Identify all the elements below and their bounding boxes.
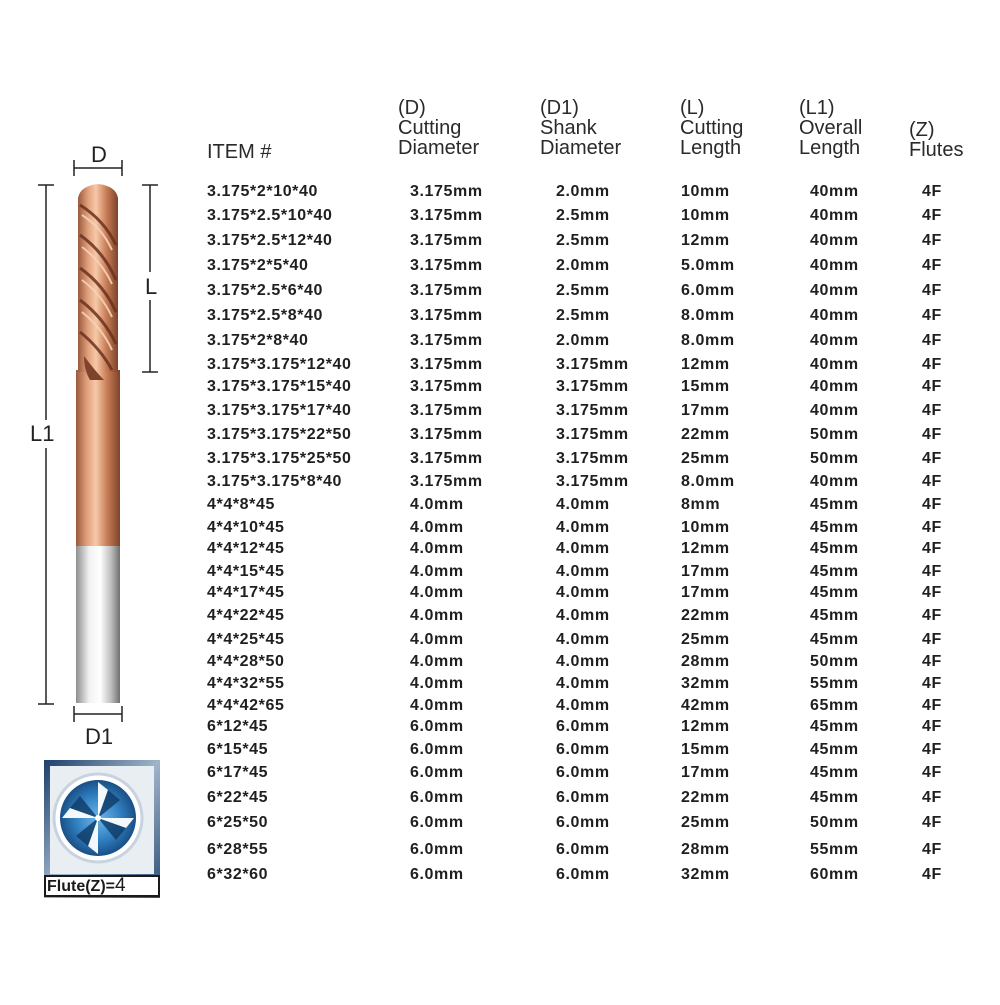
table-row [0, 332, 1000, 354]
table-row [0, 282, 1000, 304]
header-item [207, 142, 271, 162]
shank-diameter-cell: 4.0mm [556, 631, 610, 648]
table-row [0, 675, 1000, 697]
shank-diameter-cell: 4.0mm [556, 607, 610, 624]
item-cell: 4*4*8*45 [207, 496, 275, 513]
flutes-cell: 4F [922, 814, 942, 831]
table-row [0, 584, 1000, 606]
shank-diameter-cell: 6.0mm [556, 841, 610, 858]
cutting-length-cell: 8.0mm [681, 307, 735, 324]
shank-diameter-cell: 2.0mm [556, 257, 610, 274]
table-row [0, 814, 1000, 836]
cutting-diameter-cell: 3.175mm [410, 473, 483, 490]
overall-length-cell: 50mm [810, 426, 859, 443]
flutes-cell: 4F [922, 282, 942, 299]
table-row [0, 764, 1000, 786]
flutes-cell: 4F [922, 207, 942, 224]
cutting-length-cell: 17mm [681, 584, 730, 601]
cutting-length-cell: 28mm [681, 653, 730, 670]
flutes-cell: 4F [922, 675, 942, 692]
header-line: Cutting [680, 117, 744, 139]
header-line: Length [799, 137, 861, 159]
header-overall-length [799, 98, 862, 158]
overall-length-cell: 40mm [810, 473, 859, 490]
flutes-cell: 4F [922, 866, 942, 883]
cutting-length-cell: 32mm [681, 866, 730, 883]
item-cell: 3.175*3.175*12*40 [207, 356, 352, 373]
table-row [0, 653, 1000, 675]
table-row [0, 496, 1000, 518]
item-cell: 6*17*45 [207, 764, 269, 781]
cutting-diameter-cell: 4.0mm [410, 496, 464, 513]
item-cell: 4*4*25*45 [207, 631, 285, 648]
header-line: Overall [799, 117, 863, 139]
table-row [0, 697, 1000, 719]
item-cell: 3.175*2*5*40 [207, 257, 309, 274]
item-cell: 6*15*45 [207, 741, 269, 758]
cutting-length-cell: 12mm [681, 540, 730, 557]
flutes-cell: 4F [922, 653, 942, 670]
overall-length-cell: 45mm [810, 789, 859, 806]
cutting-length-cell: 10mm [681, 207, 730, 224]
table-row [0, 307, 1000, 329]
header-line: (L1) [799, 97, 835, 119]
table-row [0, 540, 1000, 562]
overall-length-cell: 45mm [810, 631, 859, 648]
overall-length-cell: 40mm [810, 183, 859, 200]
item-cell: 4*4*15*45 [207, 563, 285, 580]
cutting-length-cell: 12mm [681, 356, 730, 373]
header-line: (Z) [909, 119, 935, 141]
item-cell: 3.175*2*8*40 [207, 332, 309, 349]
cutting-diameter-cell: 3.175mm [410, 257, 483, 274]
cutting-diameter-cell: 3.175mm [410, 378, 483, 395]
cutting-length-cell: 17mm [681, 402, 730, 419]
cutting-length-cell: 8.0mm [681, 332, 735, 349]
overall-length-cell: 45mm [810, 540, 859, 557]
header-flutes [909, 120, 963, 160]
item-cell: 3.175*3.175*8*40 [207, 473, 343, 490]
flutes-cell: 4F [922, 307, 942, 324]
header-shank-diameter [540, 98, 621, 158]
cutting-diameter-cell: 3.175mm [410, 332, 483, 349]
table-row [0, 378, 1000, 400]
cutting-diameter-cell: 3.175mm [410, 282, 483, 299]
shank-diameter-cell: 2.5mm [556, 282, 610, 299]
shank-diameter-cell: 2.5mm [556, 307, 610, 324]
header-cutting-diameter [398, 98, 479, 158]
table-row [0, 473, 1000, 495]
flutes-cell: 4F [922, 257, 942, 274]
cutting-diameter-cell: 4.0mm [410, 697, 464, 714]
shank-diameter-cell: 2.5mm [556, 207, 610, 224]
item-cell: 3.175*3.175*15*40 [207, 378, 352, 395]
table-row [0, 450, 1000, 472]
cutting-length-cell: 32mm [681, 675, 730, 692]
overall-length-cell: 45mm [810, 741, 859, 758]
cutting-diameter-cell: 3.175mm [410, 450, 483, 467]
table-row [0, 789, 1000, 811]
shank-diameter-cell: 4.0mm [556, 540, 610, 557]
flute-badge-value: 4 [115, 875, 126, 896]
item-cell: 6*25*50 [207, 814, 269, 831]
table-row [0, 426, 1000, 448]
flutes-cell: 4F [922, 607, 942, 624]
header-line: Diameter [398, 137, 480, 159]
item-cell: 6*22*45 [207, 789, 269, 806]
flutes-cell: 4F [922, 232, 942, 249]
cutting-diameter-cell: 3.175mm [410, 183, 483, 200]
cutting-length-cell: 15mm [681, 741, 730, 758]
overall-length-cell: 40mm [810, 257, 859, 274]
cutting-length-cell: 28mm [681, 841, 730, 858]
overall-length-cell: 50mm [810, 653, 859, 670]
cutting-diameter-cell: 6.0mm [410, 866, 464, 883]
cutting-diameter-cell: 3.175mm [410, 207, 483, 224]
overall-length-cell: 45mm [810, 607, 859, 624]
overall-length-cell: 60mm [810, 866, 859, 883]
item-cell: 3.175*3.175*25*50 [207, 450, 352, 467]
cutting-diameter-cell: 6.0mm [410, 789, 464, 806]
flutes-cell: 4F [922, 356, 942, 373]
cutting-diameter-cell: 6.0mm [410, 814, 464, 831]
shank-diameter-cell: 3.175mm [556, 473, 629, 490]
shank-diameter-cell: 3.175mm [556, 356, 629, 373]
overall-length-cell: 40mm [810, 356, 859, 373]
flutes-cell: 4F [922, 764, 942, 781]
shank-diameter-cell: 3.175mm [556, 378, 629, 395]
cutting-diameter-cell: 3.175mm [410, 356, 483, 373]
item-cell: 4*4*10*45 [207, 519, 285, 536]
d-label: D [91, 142, 107, 167]
cutting-length-cell: 42mm [681, 697, 730, 714]
flutes-cell: 4F [922, 540, 942, 557]
shank-diameter-cell: 6.0mm [556, 789, 610, 806]
shank-diameter-cell: 4.0mm [556, 496, 610, 513]
cutting-length-cell: 12mm [681, 718, 730, 735]
item-cell: 4*4*28*50 [207, 653, 285, 670]
header-line: Cutting [398, 117, 462, 139]
shank-diameter-cell: 6.0mm [556, 741, 610, 758]
cutting-diameter-cell: 4.0mm [410, 675, 464, 692]
overall-length-cell: 65mm [810, 697, 859, 714]
flutes-cell: 4F [922, 841, 942, 858]
item-cell: 3.175*2*10*40 [207, 183, 319, 200]
cutting-length-cell: 22mm [681, 426, 730, 443]
cutting-length-cell: 22mm [681, 789, 730, 806]
cutting-diameter-cell: 4.0mm [410, 519, 464, 536]
item-cell: 6*28*55 [207, 841, 269, 858]
flutes-cell: 4F [922, 741, 942, 758]
overall-length-cell: 45mm [810, 496, 859, 513]
table-row [0, 607, 1000, 629]
item-cell: 3.175*3.175*22*50 [207, 426, 352, 443]
cutting-diameter-cell: 3.175mm [410, 426, 483, 443]
table-row [0, 718, 1000, 740]
table-row [0, 631, 1000, 653]
overall-length-cell: 55mm [810, 675, 859, 692]
shank-diameter-cell: 4.0mm [556, 675, 610, 692]
table-row [0, 841, 1000, 863]
shank-diameter-cell: 4.0mm [556, 653, 610, 670]
flutes-cell: 4F [922, 402, 942, 419]
item-cell: 4*4*42*65 [207, 697, 285, 714]
overall-length-cell: 40mm [810, 332, 859, 349]
header-line: Diameter [540, 137, 622, 159]
cutting-diameter-cell: 6.0mm [410, 764, 464, 781]
item-cell: 3.175*2.5*10*40 [207, 207, 333, 224]
cutting-diameter-cell: 3.175mm [410, 402, 483, 419]
overall-length-cell: 40mm [810, 282, 859, 299]
table-row [0, 866, 1000, 888]
l1-label: L1 [30, 421, 55, 446]
shank-diameter-cell: 2.0mm [556, 332, 610, 349]
cutting-diameter-cell: 4.0mm [410, 584, 464, 601]
cutting-length-cell: 8.0mm [681, 473, 735, 490]
flutes-cell: 4F [922, 378, 942, 395]
flutes-cell: 4F [922, 563, 942, 580]
table-row [0, 257, 1000, 279]
overall-length-cell: 40mm [810, 207, 859, 224]
flutes-cell: 4F [922, 183, 942, 200]
shank-diameter-cell: 4.0mm [556, 563, 610, 580]
cutting-diameter-cell: 6.0mm [410, 741, 464, 758]
item-cell: 3.175*3.175*17*40 [207, 402, 352, 419]
shank-diameter-cell: 6.0mm [556, 764, 610, 781]
flutes-cell: 4F [922, 519, 942, 536]
shank-diameter-cell: 3.175mm [556, 450, 629, 467]
l-label: L [145, 274, 158, 299]
cutting-diameter-cell: 4.0mm [410, 653, 464, 670]
cutting-length-cell: 25mm [681, 631, 730, 648]
shank-diameter-cell: 4.0mm [556, 584, 610, 601]
cutting-length-cell: 17mm [681, 764, 730, 781]
header-line: (L) [680, 97, 705, 119]
flutes-cell: 4F [922, 697, 942, 714]
flute-badge-label: Flute(Z)= [47, 878, 115, 895]
header-line: Shank [540, 117, 597, 139]
overall-length-cell: 40mm [810, 402, 859, 419]
shank-diameter-cell: 6.0mm [556, 814, 610, 831]
overall-length-cell: 45mm [810, 764, 859, 781]
overall-length-cell: 45mm [810, 563, 859, 580]
table-row [0, 183, 1000, 205]
item-cell: 3.175*2.5*12*40 [207, 232, 333, 249]
cutting-length-cell: 8mm [681, 496, 721, 513]
overall-length-cell: 45mm [810, 519, 859, 536]
item-cell: 4*4*17*45 [207, 584, 285, 601]
item-cell: 3.175*2.5*6*40 [207, 282, 324, 299]
cutting-length-cell: 17mm [681, 563, 730, 580]
item-cell: 3.175*2.5*8*40 [207, 307, 324, 324]
cutting-length-cell: 25mm [681, 450, 730, 467]
table-row [0, 356, 1000, 378]
flutes-cell: 4F [922, 473, 942, 490]
flutes-cell: 4F [922, 718, 942, 735]
header-item-line: ITEM # [207, 141, 272, 163]
cutting-diameter-cell: 6.0mm [410, 718, 464, 735]
flutes-cell: 4F [922, 789, 942, 806]
overall-length-cell: 45mm [810, 584, 859, 601]
cutting-length-cell: 10mm [681, 519, 730, 536]
table-row [0, 741, 1000, 763]
cutting-length-cell: 15mm [681, 378, 730, 395]
overall-length-cell: 40mm [810, 378, 859, 395]
shank-diameter-cell: 3.175mm [556, 402, 629, 419]
flutes-cell: 4F [922, 332, 942, 349]
cutting-diameter-cell: 3.175mm [410, 232, 483, 249]
cutting-length-cell: 10mm [681, 183, 730, 200]
cutting-diameter-cell: 6.0mm [410, 841, 464, 858]
item-cell: 6*32*60 [207, 866, 269, 883]
table-row [0, 563, 1000, 585]
item-cell: 4*4*32*55 [207, 675, 285, 692]
overall-length-cell: 40mm [810, 307, 859, 324]
overall-length-cell: 40mm [810, 232, 859, 249]
d1-label: D1 [85, 724, 114, 749]
table-row [0, 519, 1000, 541]
cutting-diameter-cell: 3.175mm [410, 307, 483, 324]
shank-diameter-cell: 6.0mm [556, 718, 610, 735]
cutting-diameter-cell: 4.0mm [410, 631, 464, 648]
item-cell: 6*12*45 [207, 718, 269, 735]
shank-diameter-cell: 4.0mm [556, 519, 610, 536]
overall-length-cell: 50mm [810, 450, 859, 467]
item-cell: 4*4*22*45 [207, 607, 285, 624]
cutting-length-cell: 12mm [681, 232, 730, 249]
table-row [0, 402, 1000, 424]
shank-diameter-cell: 6.0mm [556, 866, 610, 883]
header-cutting-length [680, 98, 743, 158]
overall-length-cell: 55mm [810, 841, 859, 858]
header-line: (D) [398, 97, 426, 119]
shank-diameter-cell: 4.0mm [556, 697, 610, 714]
flutes-cell: 4F [922, 496, 942, 513]
cutting-diameter-cell: 4.0mm [410, 563, 464, 580]
table-row [0, 232, 1000, 254]
table-row [0, 207, 1000, 229]
overall-length-cell: 45mm [810, 718, 859, 735]
flutes-cell: 4F [922, 450, 942, 467]
flutes-cell: 4F [922, 631, 942, 648]
cutting-diameter-cell: 4.0mm [410, 607, 464, 624]
cutting-length-cell: 22mm [681, 607, 730, 624]
shank-diameter-cell: 2.0mm [556, 183, 610, 200]
header-line: Length [680, 137, 742, 159]
cutting-length-cell: 25mm [681, 814, 730, 831]
overall-length-cell: 50mm [810, 814, 859, 831]
item-cell: 4*4*12*45 [207, 540, 285, 557]
header-line: Flutes [909, 139, 964, 161]
flutes-cell: 4F [922, 426, 942, 443]
cutting-diameter-cell: 4.0mm [410, 540, 464, 557]
shank-diameter-cell: 3.175mm [556, 426, 629, 443]
cutting-length-cell: 6.0mm [681, 282, 735, 299]
shank-diameter-cell: 2.5mm [556, 232, 610, 249]
flutes-cell: 4F [922, 584, 942, 601]
cutting-length-cell: 5.0mm [681, 257, 735, 274]
header-line: (D1) [540, 97, 579, 119]
